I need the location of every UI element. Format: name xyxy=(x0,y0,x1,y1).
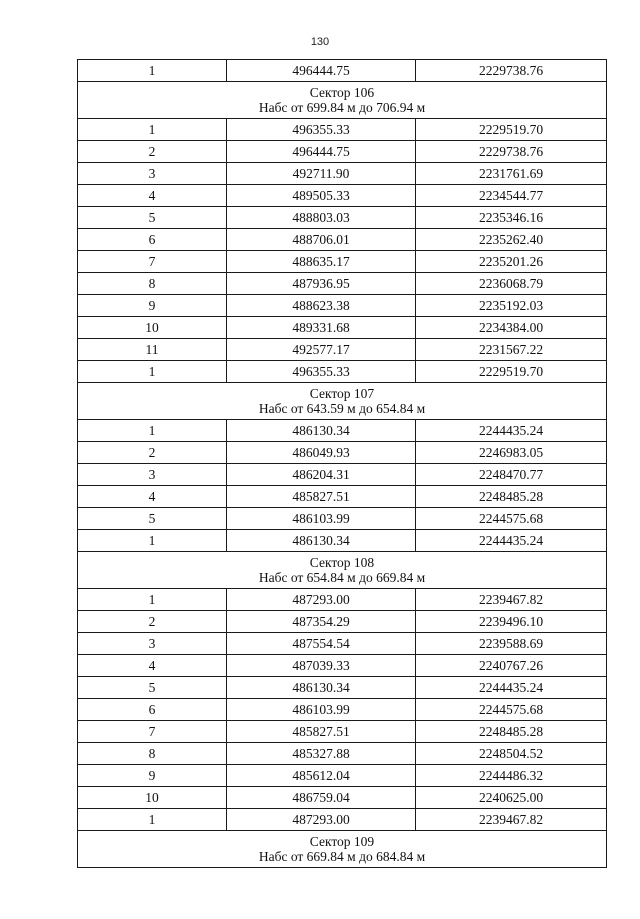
x-coordinate-cell: 487039.33 xyxy=(227,655,416,677)
point-number-cell: 1 xyxy=(78,119,227,141)
x-coordinate-cell: 488635.17 xyxy=(227,251,416,273)
point-number-cell: 1 xyxy=(78,809,227,831)
y-coordinate-cell: 2244435.24 xyxy=(416,677,607,699)
table-row xyxy=(78,508,607,530)
y-coordinate-cell: 2240625.00 xyxy=(416,787,607,809)
sector-elevation-range: Набс от 643.59 м до 654.84 м xyxy=(258,401,426,416)
y-coordinate-cell: 2229519.70 xyxy=(416,119,607,141)
y-coordinate-cell: 2231761.69 xyxy=(416,163,607,185)
x-coordinate-cell: 486204.31 xyxy=(227,464,416,486)
x-coordinate-cell: 486103.99 xyxy=(227,508,416,530)
point-number-cell: 10 xyxy=(78,787,227,809)
point-number-cell: 3 xyxy=(78,464,227,486)
y-coordinate-cell: 2229738.76 xyxy=(416,141,607,163)
table-row xyxy=(78,185,607,207)
x-coordinate-cell: 486130.34 xyxy=(227,677,416,699)
y-coordinate-cell: 2239467.82 xyxy=(416,809,607,831)
table-row xyxy=(78,273,607,295)
x-coordinate-cell: 496444.75 xyxy=(227,141,416,163)
point-number-cell: 2 xyxy=(78,442,227,464)
sector-elevation-range: Набс от 699.84 м до 706.94 м xyxy=(258,100,426,115)
y-coordinate-cell: 2240767.26 xyxy=(416,655,607,677)
point-number-cell: 9 xyxy=(78,765,227,787)
table-row xyxy=(78,361,607,383)
table-row xyxy=(78,141,607,163)
x-coordinate-cell: 486103.99 xyxy=(227,699,416,721)
table-row xyxy=(78,633,607,655)
y-coordinate-cell: 2235262.40 xyxy=(416,229,607,251)
sector-header-row xyxy=(78,552,607,589)
point-number-cell: 3 xyxy=(78,633,227,655)
y-coordinate-cell: 2239588.69 xyxy=(416,633,607,655)
y-coordinate-cell: 2244575.68 xyxy=(416,699,607,721)
y-coordinate-cell: 2246983.05 xyxy=(416,442,607,464)
x-coordinate-cell: 487293.00 xyxy=(227,809,416,831)
y-coordinate-cell: 2229519.70 xyxy=(416,361,607,383)
sector-header-row xyxy=(78,383,607,420)
table-row xyxy=(78,530,607,552)
point-number-cell: 5 xyxy=(78,207,227,229)
x-coordinate-cell: 486130.34 xyxy=(227,530,416,552)
sector-header-row xyxy=(78,831,607,868)
table-row xyxy=(78,60,607,82)
sector-title: Сектор 107 xyxy=(309,386,375,401)
table-row xyxy=(78,119,607,141)
x-coordinate-cell: 492577.17 xyxy=(227,339,416,361)
table-row xyxy=(78,721,607,743)
table-row xyxy=(78,589,607,611)
y-coordinate-cell: 2244435.24 xyxy=(416,530,607,552)
x-coordinate-cell: 485827.51 xyxy=(227,721,416,743)
y-coordinate-cell: 2235346.16 xyxy=(416,207,607,229)
sector-title: Сектор 106 xyxy=(309,85,375,100)
table-row xyxy=(78,486,607,508)
point-number-cell: 2 xyxy=(78,141,227,163)
table-row xyxy=(78,295,607,317)
point-number-cell: 8 xyxy=(78,273,227,295)
y-coordinate-cell: 2248470.77 xyxy=(416,464,607,486)
table-row xyxy=(78,251,607,273)
point-number-cell: 1 xyxy=(78,589,227,611)
y-coordinate-cell: 2248504.52 xyxy=(416,743,607,765)
point-number-cell: 6 xyxy=(78,229,227,251)
x-coordinate-cell: 486049.93 xyxy=(227,442,416,464)
x-coordinate-cell: 488803.03 xyxy=(227,207,416,229)
table-row xyxy=(78,207,607,229)
table-row xyxy=(78,229,607,251)
point-number-cell: 4 xyxy=(78,486,227,508)
y-coordinate-cell: 2234544.77 xyxy=(416,185,607,207)
point-number-cell: 1 xyxy=(78,530,227,552)
table-row xyxy=(78,420,607,442)
y-coordinate-cell: 2229738.76 xyxy=(416,60,607,82)
y-coordinate-cell: 2235192.03 xyxy=(416,295,607,317)
page-number: 130 xyxy=(310,36,330,48)
table-row xyxy=(78,743,607,765)
y-coordinate-cell: 2244575.68 xyxy=(416,508,607,530)
table-row xyxy=(78,611,607,633)
y-coordinate-cell: 2239496.10 xyxy=(416,611,607,633)
x-coordinate-cell: 485327.88 xyxy=(227,743,416,765)
y-coordinate-cell: 2248485.28 xyxy=(416,486,607,508)
point-number-cell: 5 xyxy=(78,508,227,530)
sector-header-cell xyxy=(78,82,607,119)
x-coordinate-cell: 492711.90 xyxy=(227,163,416,185)
x-coordinate-cell: 496355.33 xyxy=(227,119,416,141)
y-coordinate-cell: 2244435.24 xyxy=(416,420,607,442)
coordinates-table xyxy=(77,59,607,868)
point-number-cell: 11 xyxy=(78,339,227,361)
x-coordinate-cell: 488706.01 xyxy=(227,229,416,251)
point-number-cell: 9 xyxy=(78,295,227,317)
x-coordinate-cell: 486759.04 xyxy=(227,787,416,809)
sector-elevation-range: Набс от 654.84 м до 669.84 м xyxy=(258,570,426,585)
point-number-cell: 8 xyxy=(78,743,227,765)
x-coordinate-cell: 489505.33 xyxy=(227,185,416,207)
point-number-cell: 10 xyxy=(78,317,227,339)
x-coordinate-cell: 487936.95 xyxy=(227,273,416,295)
sector-header-cell xyxy=(78,383,607,420)
point-number-cell: 1 xyxy=(78,60,227,82)
sector-header-row xyxy=(78,82,607,119)
sector-header-cell xyxy=(78,831,607,868)
x-coordinate-cell: 485827.51 xyxy=(227,486,416,508)
point-number-cell: 7 xyxy=(78,251,227,273)
table-row xyxy=(78,464,607,486)
point-number-cell: 5 xyxy=(78,677,227,699)
x-coordinate-cell: 496444.75 xyxy=(227,60,416,82)
point-number-cell: 3 xyxy=(78,163,227,185)
x-coordinate-cell: 496355.33 xyxy=(227,361,416,383)
table-row xyxy=(78,442,607,464)
sector-header-cell xyxy=(78,552,607,589)
x-coordinate-cell: 489331.68 xyxy=(227,317,416,339)
table-row xyxy=(78,765,607,787)
table-row xyxy=(78,677,607,699)
table-row xyxy=(78,809,607,831)
point-number-cell: 4 xyxy=(78,655,227,677)
x-coordinate-cell: 485612.04 xyxy=(227,765,416,787)
y-coordinate-cell: 2231567.22 xyxy=(416,339,607,361)
table-row xyxy=(78,317,607,339)
y-coordinate-cell: 2239467.82 xyxy=(416,589,607,611)
sector-elevation-range: Набс от 669.84 м до 684.84 м xyxy=(258,849,426,864)
x-coordinate-cell: 486130.34 xyxy=(227,420,416,442)
y-coordinate-cell: 2236068.79 xyxy=(416,273,607,295)
y-coordinate-cell: 2244486.32 xyxy=(416,765,607,787)
point-number-cell: 2 xyxy=(78,611,227,633)
table-row xyxy=(78,699,607,721)
point-number-cell: 1 xyxy=(78,361,227,383)
point-number-cell: 7 xyxy=(78,721,227,743)
y-coordinate-cell: 2235201.26 xyxy=(416,251,607,273)
table-row xyxy=(78,339,607,361)
point-number-cell: 1 xyxy=(78,420,227,442)
table-row xyxy=(78,655,607,677)
table-row xyxy=(78,787,607,809)
table-row xyxy=(78,163,607,185)
sector-title: Сектор 108 xyxy=(309,555,375,570)
x-coordinate-cell: 487354.29 xyxy=(227,611,416,633)
y-coordinate-cell: 2234384.00 xyxy=(416,317,607,339)
sector-title: Сектор 109 xyxy=(309,834,375,849)
x-coordinate-cell: 487554.54 xyxy=(227,633,416,655)
x-coordinate-cell: 488623.38 xyxy=(227,295,416,317)
point-number-cell: 4 xyxy=(78,185,227,207)
coordinates-table-body xyxy=(78,60,607,868)
x-coordinate-cell: 487293.00 xyxy=(227,589,416,611)
point-number-cell: 6 xyxy=(78,699,227,721)
y-coordinate-cell: 2248485.28 xyxy=(416,721,607,743)
